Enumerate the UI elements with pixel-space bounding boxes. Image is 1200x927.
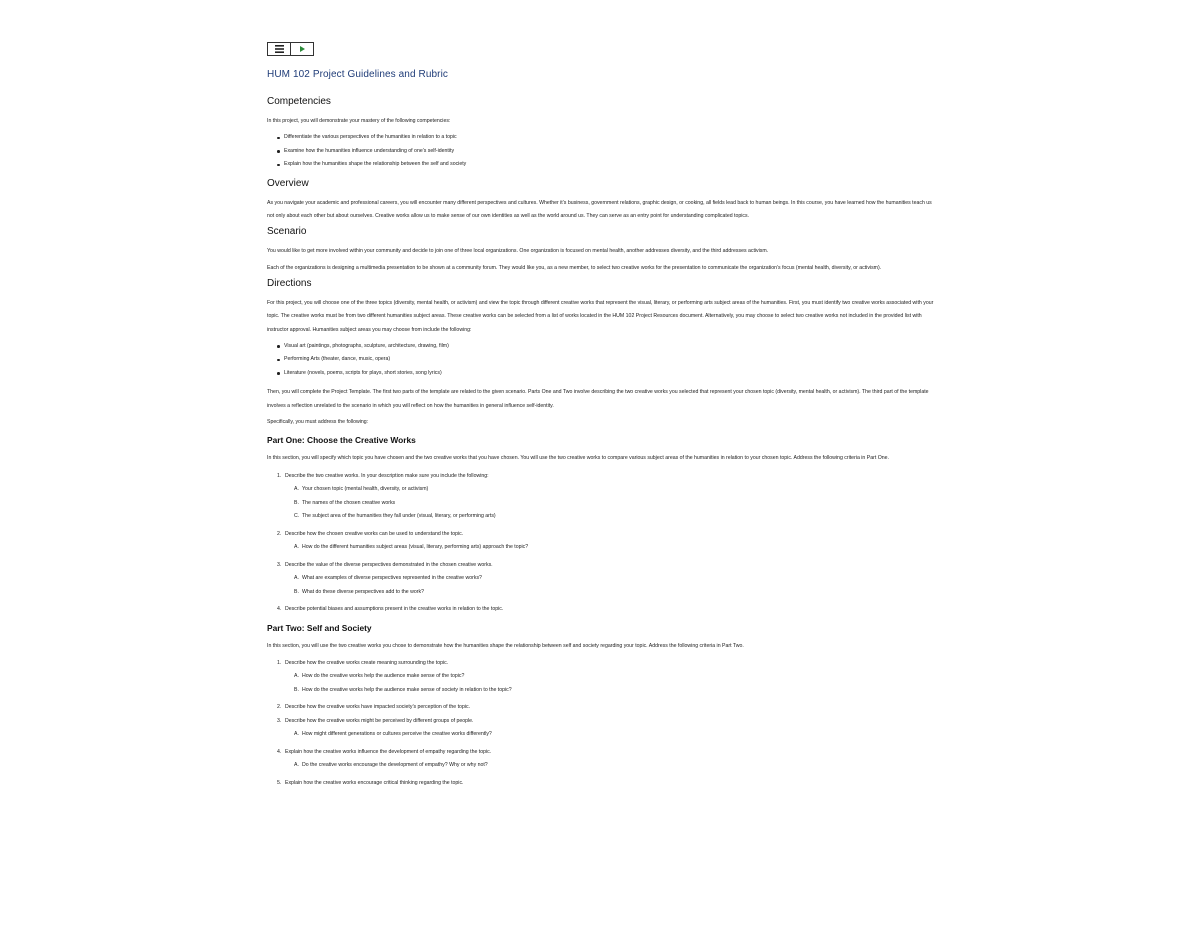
sub-criterion-text: How do the creative works help the audience make sense of society in relation to the topic?	[302, 686, 512, 693]
sub-criterion-number: A.	[294, 673, 299, 680]
criterion-text: Describe the two creative works. In your description make sure you include the following:	[285, 472, 489, 479]
play-icon	[298, 45, 306, 53]
directions-paragraph: For this project, you will choose one of the three topics (diversity, mental health, or activism) and view the topic through different creative works that represent the visual, literary, or performing arts subject areas of the humanities. First, you must identify two creative works associated with your topic. The creative works must be from two different humanities subject areas. These creative works can be selected from a list of works located in the HUM 102 Project Resources document. Alternatively, you may choose to select two creative works not included in the provided list with instructor approval. Humanities subject areas you may choose from include the following:	[267, 299, 934, 333]
sub-criterion	[294, 759, 935, 773]
sub-criterion-text: How might different generations or cultures perceive the creative works differently?	[302, 731, 492, 738]
criterion-item	[277, 777, 935, 791]
list-item: Differentiate the various perspectives of the humanities in relation to a topic	[284, 131, 935, 145]
criterion-number: 1.	[277, 659, 282, 666]
sub-criterion	[294, 510, 935, 524]
sub-criterion-number: A.	[294, 731, 299, 738]
overview-heading: Overview	[267, 177, 309, 189]
part-two-heading: Part Two: Self and Society	[267, 622, 372, 633]
criterion-number: 2.	[277, 530, 282, 537]
sub-criterion-text: The names of the chosen creative works	[302, 499, 396, 506]
criterion-item	[277, 603, 935, 617]
directions-paragraph: Then, you will complete the Project Template. The first two parts of the template are related to the given scenario. Parts One and Two involve describing the two creative works you selected that represent your chosen topic (diversity, mental health, or activism). The third part of the template involves a reflection unrelated to the scenario in which you will reflect on how the humanities in general influence self-identity.	[267, 389, 929, 409]
criterion-number: 4.	[277, 748, 282, 755]
subject-areas-list	[267, 340, 935, 381]
menu-icon	[274, 45, 285, 53]
criterion-number: 3.	[277, 561, 282, 568]
criterion-text: Describe the value of the diverse perspectives demonstrated in the chosen creative works.	[285, 561, 493, 568]
list-item: Literature (novels, poems, scripts for plays, short stories, song lyrics)	[284, 367, 935, 381]
criterion-number: 2.	[277, 704, 282, 711]
part-one-criteria	[267, 470, 935, 617]
criterion-number: 4.	[277, 606, 282, 613]
overview-text: As you navigate your academic and professional careers, you will encounter many different perspectives and cultures. Whether it’s business, government relations, graphic design, or cooking, all fields lead back to human beings. In this course, you have learned how the humanities teach us not only about each other but about ourselves. Creative works allow us to make sense of our own identities as well as the world around us. They can serve as an entry point for understanding complicated topics.	[267, 199, 932, 220]
sub-criterion-text: The subject area of the humanities they fall under (visual, literary, or performing arts)	[302, 513, 496, 520]
document-page	[267, 42, 935, 796]
competencies-list	[267, 131, 935, 172]
criterion-item	[277, 701, 935, 715]
sub-criterion-number: A.	[294, 575, 299, 582]
sub-criterion-text: Do the creative works encourage the development of empathy? Why or why not?	[302, 762, 488, 769]
sub-criterion-text: Your chosen topic (mental health, diversity, or activism)	[302, 486, 429, 493]
sub-criterion-text: How do the different humanities subject areas (visual, literary, performing arts) approach the topic?	[302, 544, 529, 551]
criterion-text: Explain how the creative works encourage critical thinking regarding the topic.	[285, 779, 464, 786]
sub-criterion-text: What are examples of diverse perspectives represented in the creative works?	[302, 575, 482, 582]
directions-paragraph: Specifically, you must address the following:	[267, 418, 369, 425]
competencies-heading: Competencies	[267, 96, 331, 107]
sub-criterion	[294, 728, 935, 742]
criterion-item	[277, 657, 935, 698]
sub-criterion	[294, 670, 935, 684]
criterion-item	[277, 559, 935, 600]
sub-criterion-number: A.	[294, 486, 299, 493]
sub-criterion-number: B.	[294, 588, 299, 595]
scenario-paragraph: Each of the organizations is designing a multimedia presentation to be shown at a community forum. They would like you, as a new member, to select two creative works for the presentation to communicate the organization’s focus (mental health, diversity, or activism).	[267, 264, 882, 271]
sub-criterion	[294, 483, 935, 497]
criterion-number: 1.	[277, 472, 282, 479]
sub-criterion-number: A.	[294, 544, 299, 551]
present-button[interactable]	[290, 42, 314, 56]
document-title: HUM 102 Project Guidelines and Rubric	[267, 69, 449, 80]
sub-criterion-text: What do these diverse perspectives add to the work?	[302, 588, 424, 595]
sub-criterion	[294, 586, 935, 600]
criterion-number: 3.	[277, 717, 282, 724]
criterion-text: Describe how the creative works might be perceived by different groups of people.	[285, 717, 474, 724]
criterion-item	[277, 470, 935, 524]
criterion-text: Describe how the creative works have impacted society’s perception of the topic.	[285, 704, 471, 711]
competencies-intro: In this project, you will demonstrate your mastery of the following competencies:	[267, 118, 451, 124]
criterion-text: Explain how the creative works influence the development of empathy regarding the topic.	[285, 748, 492, 755]
directions-heading: Directions	[267, 277, 312, 289]
menu-button[interactable]	[267, 42, 291, 56]
sub-criterion	[294, 497, 935, 511]
sub-criterion	[294, 572, 935, 586]
criterion-item	[277, 746, 935, 773]
criterion-item	[277, 715, 935, 742]
sub-criterion-number: C.	[294, 513, 300, 520]
scenario-heading: Scenario	[267, 226, 307, 238]
criterion-number: 5.	[277, 779, 282, 786]
part-two-intro: In this section, you will use the two creative works you chose to demonstrate how the humanities shape the relationship between self and society regarding your topic. Address the following criteria in Part Two.	[267, 642, 744, 649]
list-item: Examine how the humanities influence understanding of one’s self-identity	[284, 145, 935, 159]
criterion-item	[277, 528, 935, 555]
sub-criterion-number: A.	[294, 762, 299, 769]
part-two-criteria	[267, 657, 935, 791]
criterion-text: Describe how the chosen creative works can be used to understand the topic.	[285, 530, 464, 537]
sub-criterion	[294, 684, 935, 698]
scenario-paragraph: You would like to get more involved within your community and decide to join one of three local organizations. One organization is focused on mental health, another addresses diversity, and the third addresses activism.	[267, 248, 769, 255]
list-item: Performing Arts (theater, dance, music, opera)	[284, 353, 935, 367]
sub-criterion-number: B.	[294, 499, 299, 506]
list-item: Visual art (paintings, photographs, sculpture, architecture, drawing, film)	[284, 340, 935, 354]
sub-criterion	[294, 541, 935, 555]
sub-criterion-text: How do the creative works help the audience make sense of the topic?	[302, 673, 465, 680]
part-one-intro: In this section, you will specify which topic you have chosen and the two creative works that you have chosen. You will use the two creative works to compare various subject areas of the humanities in relation to your chosen topic. Address the following criteria in Part One.	[267, 455, 889, 462]
list-item: Explain how the humanities shape the relationship between the self and society	[284, 158, 935, 172]
criterion-text: Describe how the creative works create meaning surrounding the topic.	[285, 659, 449, 666]
part-one-heading: Part One: Choose the Creative Works	[267, 435, 416, 446]
criterion-text: Describe potential biases and assumptions present in the creative works in relation to the topic.	[285, 606, 504, 613]
viewer-toolbar	[267, 42, 935, 57]
sub-criterion-number: B.	[294, 686, 299, 693]
